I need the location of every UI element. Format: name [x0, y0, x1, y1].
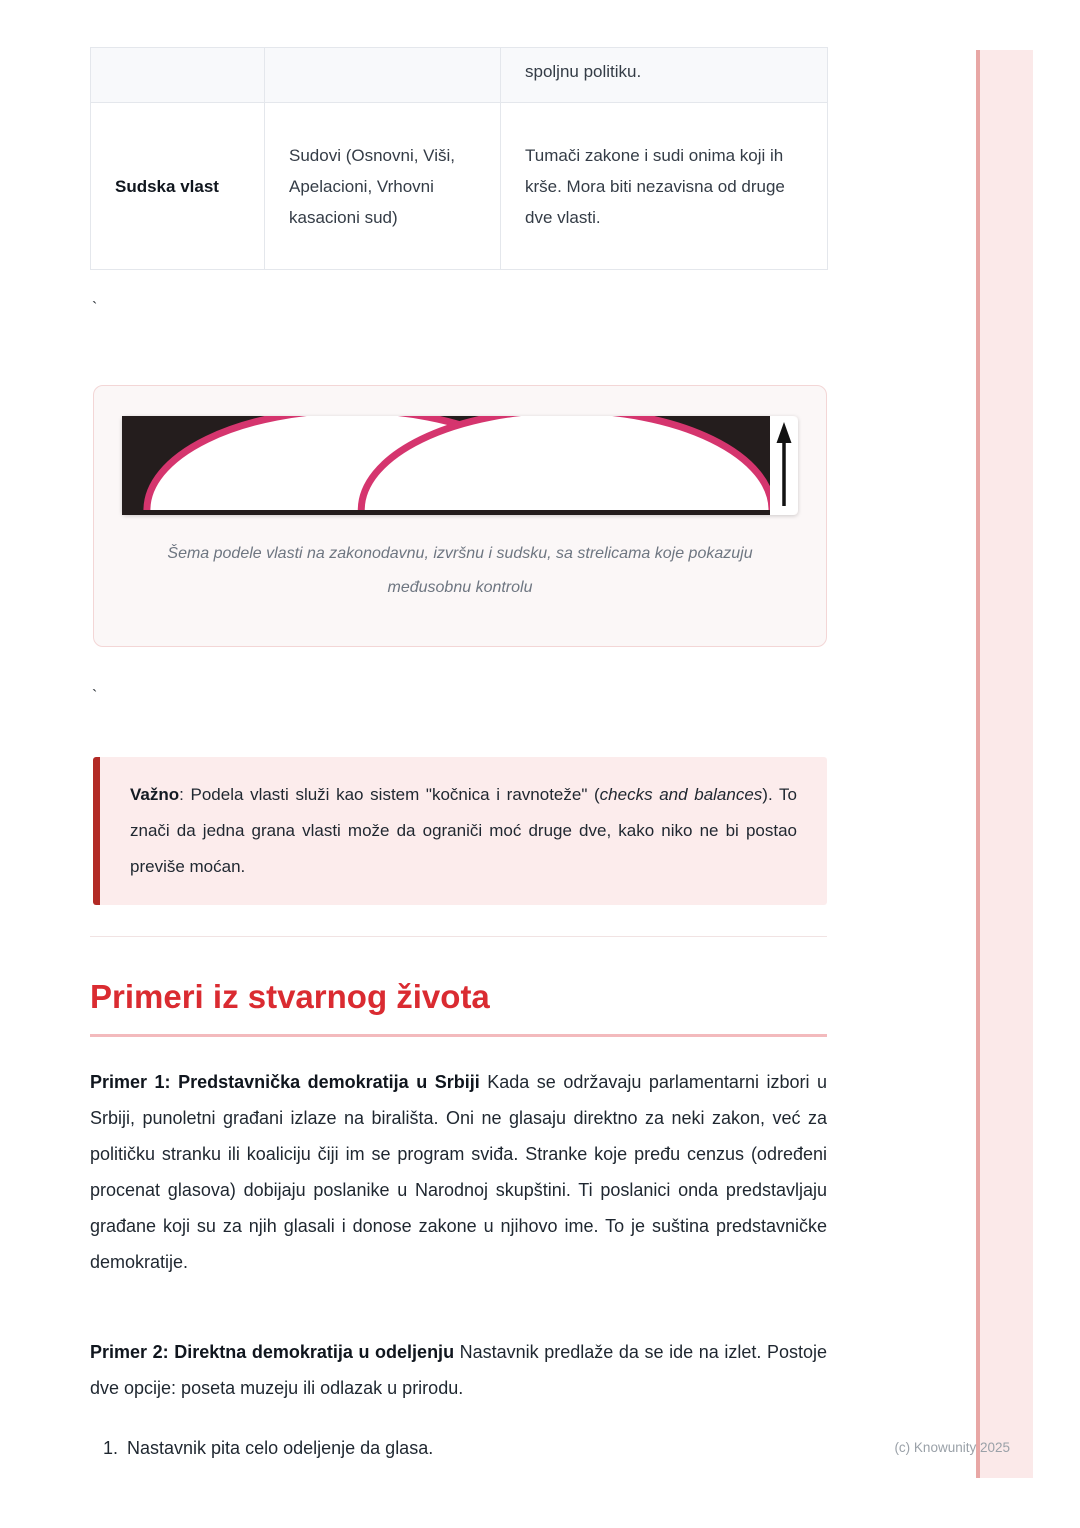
- stray-backtick: `: [92, 688, 98, 705]
- callout-label: Važno: [130, 785, 180, 804]
- callout-text-italic: checks and balances: [599, 785, 763, 804]
- callout-text-part2: ). To znači da jedna grana vlasti može da ograniči moć druge dve, kako niko ne bi postao previše moćan.: [130, 785, 797, 876]
- table-cell-description: Tumači zakone i sudi onima koji ih krše. Mora biti nezavisna od druge dve vlasti.: [501, 103, 828, 270]
- table-cell-institutions: Sudovi (Osnovni, Viši, Apelacioni, Vrhovni kasacioni sud): [265, 103, 501, 270]
- separation-of-powers-diagram: [122, 416, 798, 515]
- next-page-edge: [976, 50, 1033, 1478]
- list-item-text: Nastavnik pita celo odeljenje da glasa.: [127, 1438, 434, 1458]
- watermark: (c) Knowunity 2025: [894, 1440, 1010, 1455]
- paragraph-primer-1: [90, 1064, 827, 1280]
- callout-text-part1: : Podela vlasti služi kao sistem "kočnica i ravnoteže" (: [179, 785, 600, 804]
- arcs-graphic: [122, 416, 770, 515]
- figure-card: [93, 385, 827, 647]
- paragraph-body: Kada se održavaju parlamentarni izbori u Srbiji, punoletni građani izlaze na birališta. Oni ne glasaju direktno za neki zakon, već za političku stranku ili koaliciju čiji im se program sviđa. Stranke koje pređu cenzus (određeni procenat glasova) dobijaju poslanike u Narodnoj skupštini. Ti poslanici onda predstavljaju građane koji su za njih glasali i donose zakone u njihovo ime. To je suština predstavničke demokratije.: [90, 1072, 828, 1272]
- arcs-svg: [122, 416, 770, 515]
- up-arrow-icon: [770, 416, 798, 515]
- table-cell-empty: [91, 48, 265, 103]
- important-callout: [93, 757, 827, 905]
- paragraph-body: Nastavnik predlaže da se ide na izlet. Postoje dve opcije: poseta muzeju ili odlazak u prirodu.: [90, 1342, 827, 1398]
- ordered-list-item: [103, 1430, 433, 1466]
- table-cell-branch: Sudska vlast: [91, 103, 265, 270]
- page-section-heading: Primeri iz stvarnog života: [90, 978, 827, 1037]
- government-branches-table: [90, 47, 828, 270]
- table-row-partial: [91, 48, 828, 103]
- figure-caption: Šema podele vlasti na zakonodavnu, izvršnu i sudsku, sa strelicama koje pokazuju međusobnu kontrolu: [167, 545, 753, 596]
- paragraph-lead: Primer 1: Predstavnička demokratija u Srbiji: [90, 1072, 480, 1092]
- table-cell-continuation: spoljnu politiku.: [501, 48, 828, 103]
- stray-backtick: `: [92, 300, 98, 317]
- paragraph-lead: Primer 2: Direktna demokratija u odeljenju: [90, 1342, 455, 1362]
- section-divider: [90, 936, 827, 937]
- list-item-number: 1.: [103, 1438, 119, 1458]
- paragraph-primer-2: [90, 1334, 827, 1406]
- table-row-sudska-vlast: [91, 103, 828, 270]
- table-cell-empty: [265, 48, 501, 103]
